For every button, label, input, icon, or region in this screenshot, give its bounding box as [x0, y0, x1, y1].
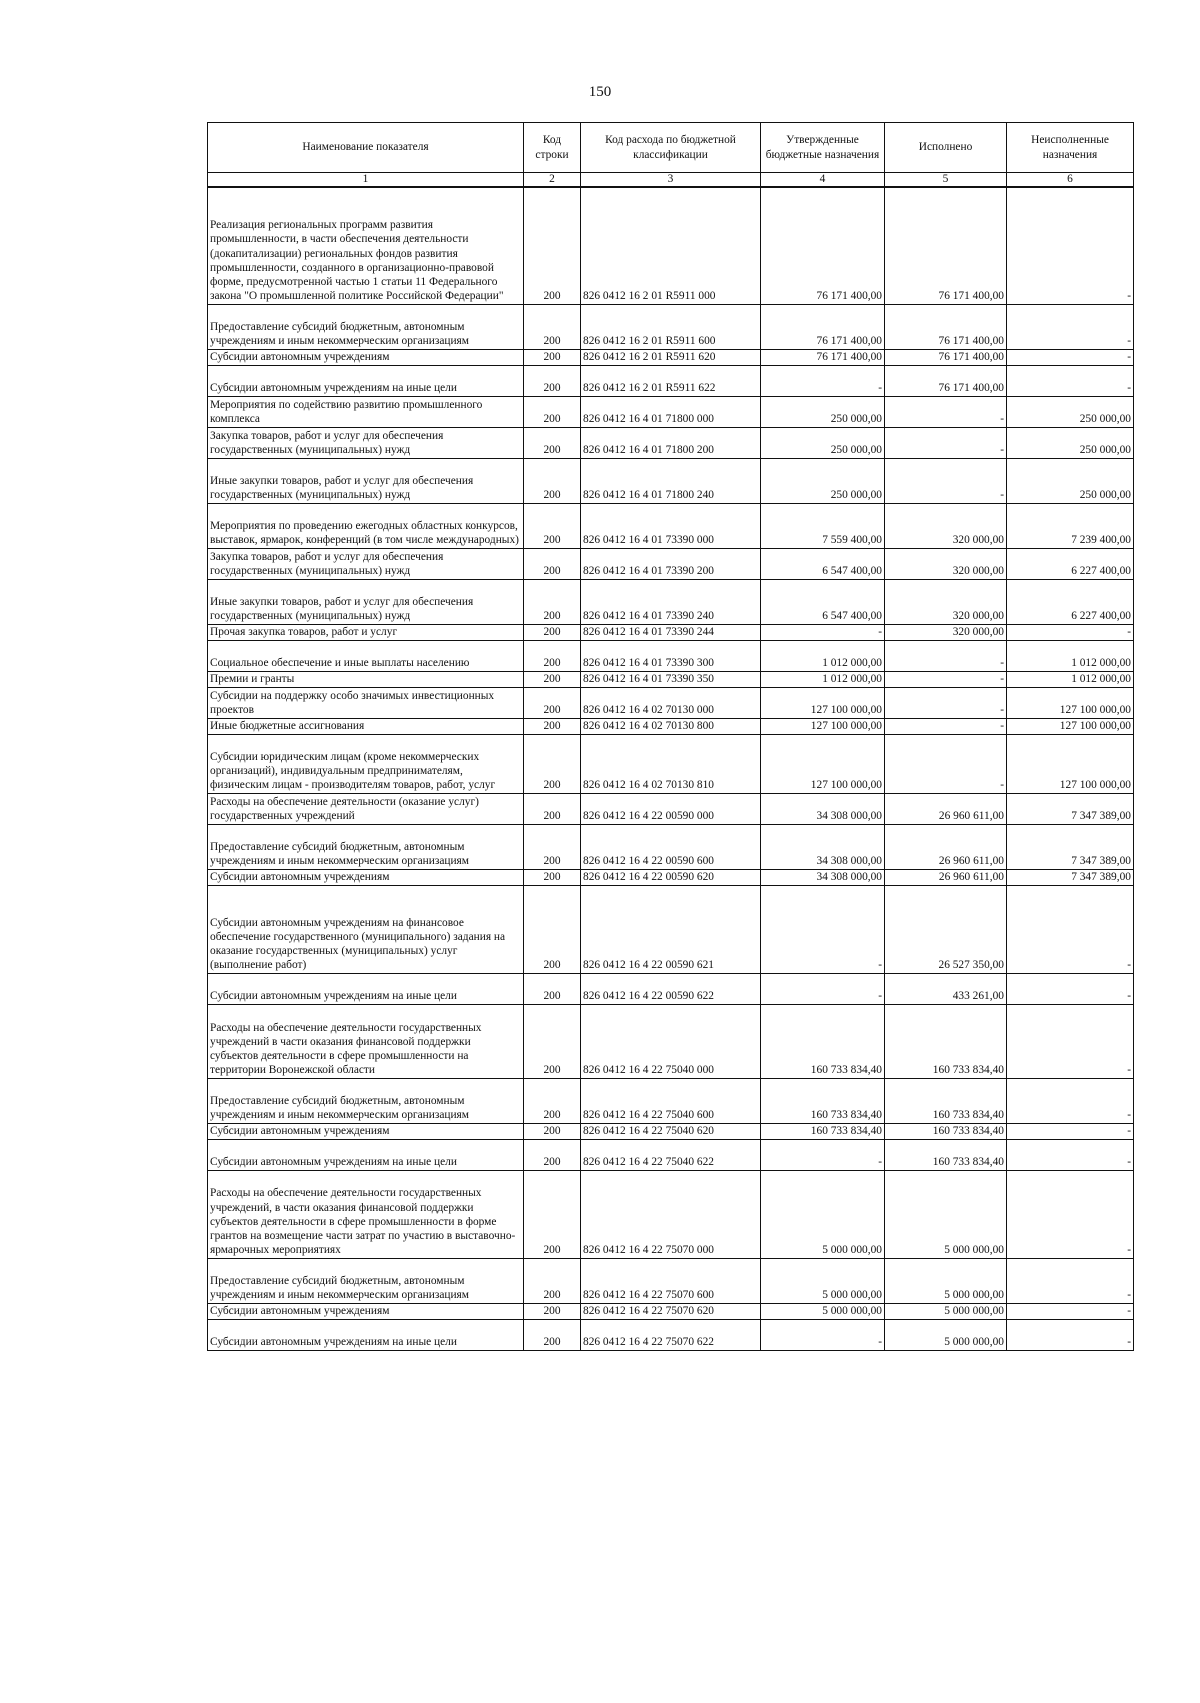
row-kbk: 826 0412 16 4 22 75040 000	[581, 1004, 761, 1078]
table-row	[208, 458, 1134, 503]
row-executed: 5 000 000,00	[885, 1258, 1007, 1303]
row-executed: 76 171 400,00	[885, 365, 1007, 396]
table-row	[208, 824, 1134, 869]
row-executed: 320 000,00	[885, 503, 1007, 548]
row-approved: 160 733 834,40	[761, 1004, 885, 1078]
row-approved: -	[761, 365, 885, 396]
row-unexecuted: 6 227 400,00	[1007, 548, 1134, 579]
row-name: Мероприятия по проведению ежегодных областных конкурсов, выставок, ярмарок, конференций (в том числе международных)	[208, 503, 524, 548]
row-code: 200	[524, 579, 581, 624]
table-row	[208, 396, 1134, 427]
table-row	[208, 624, 1134, 640]
row-executed: 160 733 834,40	[885, 1004, 1007, 1078]
row-unexecuted: 7 347 389,00	[1007, 793, 1134, 824]
row-name: Мероприятия по содействию развитию промышленного комплекса	[208, 396, 524, 427]
row-name: Субсидии автономным учреждениям на иные цели	[208, 973, 524, 1004]
row-unexecuted: -	[1007, 1123, 1134, 1139]
row-kbk: 826 0412 16 4 22 00590 000	[581, 793, 761, 824]
row-executed: 76 171 400,00	[885, 304, 1007, 349]
table-row	[208, 548, 1134, 579]
row-kbk: 826 0412 16 4 01 71800 200	[581, 427, 761, 458]
row-kbk: 826 0412 16 4 02 70130 810	[581, 734, 761, 793]
header-approved: Утвержденные бюджетные назначения	[761, 123, 885, 173]
table-row	[208, 427, 1134, 458]
row-code: 200	[524, 503, 581, 548]
header-executed: Исполнено	[885, 123, 1007, 173]
row-name: Социальное обеспечение и иные выплаты населению	[208, 640, 524, 671]
row-executed: 433 261,00	[885, 973, 1007, 1004]
row-approved: 160 733 834,40	[761, 1078, 885, 1123]
row-code: 200	[524, 640, 581, 671]
row-approved: 127 100 000,00	[761, 718, 885, 734]
row-kbk: 826 0412 16 2 01 R5911 600	[581, 304, 761, 349]
row-kbk: 826 0412 16 4 22 75070 600	[581, 1258, 761, 1303]
row-approved: 6 547 400,00	[761, 548, 885, 579]
row-unexecuted: -	[1007, 1139, 1134, 1170]
row-unexecuted: -	[1007, 349, 1134, 365]
column-number: 5	[885, 173, 1007, 188]
row-name: Расходы на обеспечение деятельности (оказание услуг) государственных учреждений	[208, 793, 524, 824]
row-kbk: 826 0412 16 4 22 75070 000	[581, 1170, 761, 1258]
row-kbk: 826 0412 16 4 22 00590 621	[581, 885, 761, 973]
row-code: 200	[524, 885, 581, 973]
row-kbk: 826 0412 16 4 01 73390 350	[581, 671, 761, 687]
row-kbk: 826 0412 16 4 01 73390 300	[581, 640, 761, 671]
row-code: 200	[524, 824, 581, 869]
row-kbk: 826 0412 16 4 22 75040 622	[581, 1139, 761, 1170]
row-kbk: 826 0412 16 2 01 R5911 620	[581, 349, 761, 365]
table-row	[208, 187, 1134, 304]
row-name: Реализация региональных программ развития промышленности, в части обеспечения деятельности (докапитализации) региональных фондов развития промышленности, созданного в организационно-правовой форме, предусмотренной частью 1 статьи 11 Федерального закона "О промышленной политике Российской Федерации"	[208, 187, 524, 304]
row-unexecuted: -	[1007, 1319, 1134, 1350]
row-approved: -	[761, 1139, 885, 1170]
row-name: Субсидии автономным учреждениям на иные цели	[208, 1319, 524, 1350]
row-unexecuted: 7 347 389,00	[1007, 824, 1134, 869]
row-code: 200	[524, 349, 581, 365]
row-unexecuted: 250 000,00	[1007, 458, 1134, 503]
table-row	[208, 304, 1134, 349]
row-kbk: 826 0412 16 4 22 75040 620	[581, 1123, 761, 1139]
row-approved: 1 012 000,00	[761, 640, 885, 671]
row-approved: 34 308 000,00	[761, 824, 885, 869]
header-code: Код строки	[524, 123, 581, 173]
row-kbk: 826 0412 16 4 01 73390 000	[581, 503, 761, 548]
row-executed: 76 171 400,00	[885, 187, 1007, 304]
row-executed: 160 733 834,40	[885, 1139, 1007, 1170]
row-code: 200	[524, 427, 581, 458]
row-name: Предоставление субсидий бюджетным, автономным учреждениям и иным некоммерческим организациям	[208, 304, 524, 349]
row-unexecuted: 127 100 000,00	[1007, 718, 1134, 734]
row-executed: -	[885, 396, 1007, 427]
row-kbk: 826 0412 16 4 22 75040 600	[581, 1078, 761, 1123]
row-unexecuted: -	[1007, 973, 1134, 1004]
row-code: 200	[524, 548, 581, 579]
row-unexecuted: -	[1007, 304, 1134, 349]
row-executed: 160 733 834,40	[885, 1078, 1007, 1123]
row-unexecuted: -	[1007, 1258, 1134, 1303]
row-name: Субсидии автономным учреждениям на финансовое обеспечение государственного (муниципального) задания на оказание государственных (муниципальных) услуг (выполнение работ)	[208, 885, 524, 973]
row-unexecuted: 7 347 389,00	[1007, 869, 1134, 885]
row-unexecuted: 250 000,00	[1007, 396, 1134, 427]
row-code: 200	[524, 624, 581, 640]
table-row	[208, 365, 1134, 396]
row-code: 200	[524, 365, 581, 396]
row-executed: 320 000,00	[885, 548, 1007, 579]
column-number: 2	[524, 173, 581, 188]
row-kbk: 826 0412 16 4 01 73390 240	[581, 579, 761, 624]
row-name: Субсидии на поддержку особо значимых инвестиционных проектов	[208, 687, 524, 718]
row-executed: 26 960 611,00	[885, 824, 1007, 869]
row-executed: 26 960 611,00	[885, 869, 1007, 885]
table-header	[208, 123, 1134, 188]
row-approved: -	[761, 624, 885, 640]
row-approved: 1 012 000,00	[761, 671, 885, 687]
row-code: 200	[524, 734, 581, 793]
table-row	[208, 349, 1134, 365]
row-code: 200	[524, 718, 581, 734]
row-code: 200	[524, 1319, 581, 1350]
row-kbk: 826 0412 16 2 01 R5911 622	[581, 365, 761, 396]
row-name: Предоставление субсидий бюджетным, автономным учреждениям и иным некоммерческим организациям	[208, 1258, 524, 1303]
row-name: Субсидии автономным учреждениям	[208, 869, 524, 885]
row-name: Иные закупки товаров, работ и услуг для обеспечения государственных (муниципальных) нужд	[208, 579, 524, 624]
row-executed: -	[885, 718, 1007, 734]
table-row	[208, 579, 1134, 624]
row-approved: 34 308 000,00	[761, 793, 885, 824]
row-name: Иные закупки товаров, работ и услуг для обеспечения государственных (муниципальных) нужд	[208, 458, 524, 503]
row-code: 200	[524, 671, 581, 687]
row-approved: 5 000 000,00	[761, 1258, 885, 1303]
row-approved: 250 000,00	[761, 427, 885, 458]
row-name: Расходы на обеспечение деятельности государственных учреждений в части оказания финансовой поддержки субъектов деятельности в сфере промышленности на территории Воронежской области	[208, 1004, 524, 1078]
row-executed: 26 527 350,00	[885, 885, 1007, 973]
row-unexecuted: 127 100 000,00	[1007, 687, 1134, 718]
row-name: Субсидии автономным учреждениям	[208, 1123, 524, 1139]
table-row	[208, 718, 1134, 734]
table-row	[208, 1139, 1134, 1170]
row-code: 200	[524, 1078, 581, 1123]
row-code: 200	[524, 1004, 581, 1078]
row-unexecuted: -	[1007, 365, 1134, 396]
header-name: Наименование показателя	[208, 123, 524, 173]
row-code: 200	[524, 187, 581, 304]
table-row	[208, 687, 1134, 718]
row-code: 200	[524, 1139, 581, 1170]
row-code: 200	[524, 973, 581, 1004]
row-executed: 5 000 000,00	[885, 1303, 1007, 1319]
table-row	[208, 640, 1134, 671]
row-approved: 76 171 400,00	[761, 187, 885, 304]
row-unexecuted: 1 012 000,00	[1007, 671, 1134, 687]
table-row	[208, 973, 1134, 1004]
row-executed: 160 733 834,40	[885, 1123, 1007, 1139]
row-approved: 127 100 000,00	[761, 734, 885, 793]
row-executed: 320 000,00	[885, 579, 1007, 624]
row-kbk: 826 0412 16 4 22 75070 620	[581, 1303, 761, 1319]
row-name: Субсидии автономным учреждениям на иные цели	[208, 1139, 524, 1170]
row-approved: -	[761, 973, 885, 1004]
row-unexecuted: -	[1007, 624, 1134, 640]
row-approved: 5 000 000,00	[761, 1170, 885, 1258]
page-number: 150	[588, 84, 612, 100]
row-approved: 7 559 400,00	[761, 503, 885, 548]
row-name: Закупка товаров, работ и услуг для обеспечения государственных (муниципальных) нужд	[208, 427, 524, 458]
row-name: Прочая закупка товаров, работ и услуг	[208, 624, 524, 640]
row-unexecuted: -	[1007, 1303, 1134, 1319]
row-kbk: 826 0412 16 4 22 00590 600	[581, 824, 761, 869]
row-name: Расходы на обеспечение деятельности государственных учреждений, в части оказания финансовой поддержки субъектов деятельности в сфере промышленности в форме грантов на возмещение части затрат по участию в выставочно-ярмарочных мероприятиях	[208, 1170, 524, 1258]
row-code: 200	[524, 793, 581, 824]
table-row	[208, 1303, 1134, 1319]
row-kbk: 826 0412 16 4 22 75070 622	[581, 1319, 761, 1350]
column-number: 3	[581, 173, 761, 188]
row-code: 200	[524, 1123, 581, 1139]
row-executed: 76 171 400,00	[885, 349, 1007, 365]
row-executed: 26 960 611,00	[885, 793, 1007, 824]
row-approved: 6 547 400,00	[761, 579, 885, 624]
column-number: 1	[208, 173, 524, 188]
row-approved: 127 100 000,00	[761, 687, 885, 718]
row-kbk: 826 0412 16 4 02 70130 000	[581, 687, 761, 718]
row-approved: 34 308 000,00	[761, 869, 885, 885]
row-name: Субсидии автономным учреждениям	[208, 1303, 524, 1319]
row-name: Иные бюджетные ассигнования	[208, 718, 524, 734]
header-unexecuted: Неисполненные назначения	[1007, 123, 1134, 173]
row-unexecuted: 127 100 000,00	[1007, 734, 1134, 793]
row-code: 200	[524, 1258, 581, 1303]
row-code: 200	[524, 304, 581, 349]
row-unexecuted: 250 000,00	[1007, 427, 1134, 458]
table-row	[208, 885, 1134, 973]
row-name: Премии и гранты	[208, 671, 524, 687]
table-row	[208, 1258, 1134, 1303]
row-approved: 5 000 000,00	[761, 1303, 885, 1319]
column-number: 6	[1007, 173, 1134, 188]
row-unexecuted: 6 227 400,00	[1007, 579, 1134, 624]
table-row	[208, 1004, 1134, 1078]
row-name: Предоставление субсидий бюджетным, автономным учреждениям и иным некоммерческим организациям	[208, 824, 524, 869]
row-approved: -	[761, 885, 885, 973]
row-unexecuted: -	[1007, 885, 1134, 973]
table-row	[208, 503, 1134, 548]
table-row	[208, 793, 1134, 824]
row-name: Субсидии автономным учреждениям	[208, 349, 524, 365]
row-unexecuted: -	[1007, 1004, 1134, 1078]
row-code: 200	[524, 396, 581, 427]
row-kbk: 826 0412 16 2 01 R5911 000	[581, 187, 761, 304]
row-kbk: 826 0412 16 4 02 70130 800	[581, 718, 761, 734]
table-body	[208, 187, 1134, 1350]
row-executed: -	[885, 640, 1007, 671]
row-kbk: 826 0412 16 4 22 00590 622	[581, 973, 761, 1004]
row-name: Предоставление субсидий бюджетным, автономным учреждениям и иным некоммерческим организациям	[208, 1078, 524, 1123]
row-code: 200	[524, 869, 581, 885]
row-approved: 76 171 400,00	[761, 349, 885, 365]
row-executed: 5 000 000,00	[885, 1319, 1007, 1350]
row-executed: -	[885, 427, 1007, 458]
table-row	[208, 671, 1134, 687]
row-executed: -	[885, 687, 1007, 718]
table-row	[208, 734, 1134, 793]
row-executed: -	[885, 671, 1007, 687]
row-executed: -	[885, 734, 1007, 793]
row-approved: 76 171 400,00	[761, 304, 885, 349]
table-row	[208, 1123, 1134, 1139]
row-kbk: 826 0412 16 4 01 71800 000	[581, 396, 761, 427]
row-executed: 5 000 000,00	[885, 1170, 1007, 1258]
row-executed: 320 000,00	[885, 624, 1007, 640]
row-kbk: 826 0412 16 4 01 71800 240	[581, 458, 761, 503]
row-kbk: 826 0412 16 4 01 73390 200	[581, 548, 761, 579]
column-number: 4	[761, 173, 885, 188]
row-approved: 250 000,00	[761, 458, 885, 503]
row-unexecuted: -	[1007, 187, 1134, 304]
header-row	[208, 123, 1134, 173]
row-unexecuted: -	[1007, 1170, 1134, 1258]
table-row	[208, 1170, 1134, 1258]
row-kbk: 826 0412 16 4 01 73390 244	[581, 624, 761, 640]
row-code: 200	[524, 1170, 581, 1258]
row-approved: 250 000,00	[761, 396, 885, 427]
table-row	[208, 1078, 1134, 1123]
header-kbk: Код расхода по бюджетной классификации	[581, 123, 761, 173]
row-code: 200	[524, 458, 581, 503]
row-unexecuted: -	[1007, 1078, 1134, 1123]
row-name: Закупка товаров, работ и услуг для обеспечения государственных (муниципальных) нужд	[208, 548, 524, 579]
table-row	[208, 869, 1134, 885]
row-approved: 160 733 834,40	[761, 1123, 885, 1139]
row-name: Субсидии автономным учреждениям на иные цели	[208, 365, 524, 396]
column-number-row	[208, 173, 1134, 188]
row-code: 200	[524, 1303, 581, 1319]
row-executed: -	[885, 458, 1007, 503]
table-row	[208, 1319, 1134, 1350]
row-kbk: 826 0412 16 4 22 00590 620	[581, 869, 761, 885]
row-name: Субсидии юридическим лицам (кроме некоммерческих организаций), индивидуальным предпринимателям, физическим лицам - производителям товаров, работ, услуг	[208, 734, 524, 793]
budget-execution-table	[207, 122, 1134, 1351]
row-code: 200	[524, 687, 581, 718]
row-unexecuted: 7 239 400,00	[1007, 503, 1134, 548]
row-approved: -	[761, 1319, 885, 1350]
row-unexecuted: 1 012 000,00	[1007, 640, 1134, 671]
